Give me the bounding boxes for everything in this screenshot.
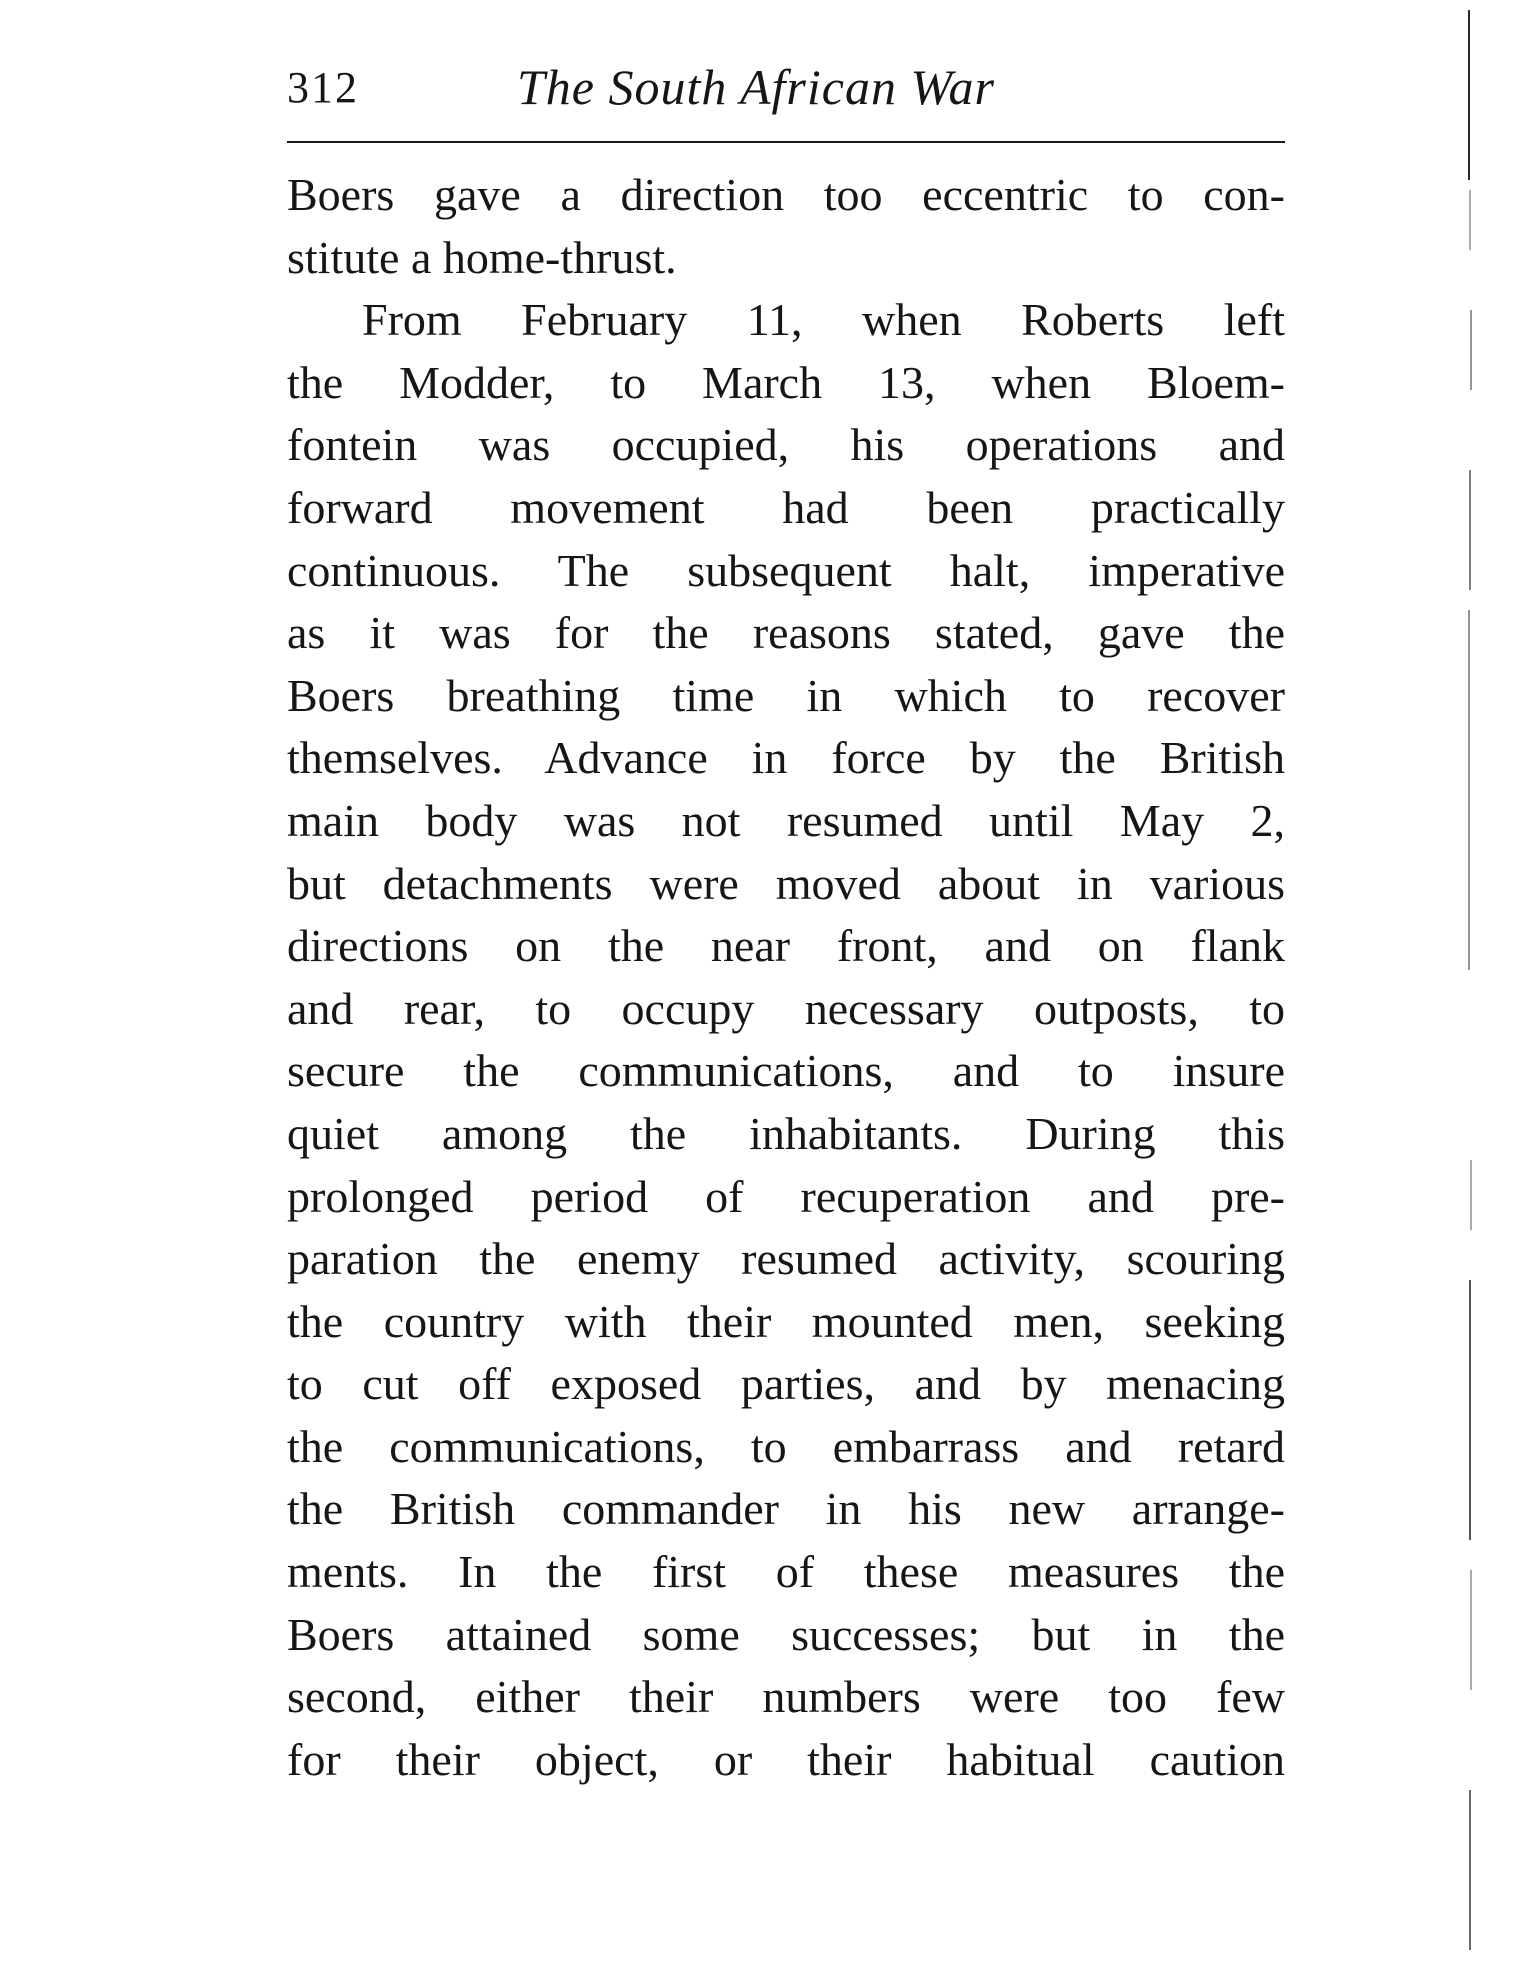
text-line: for their object, or their habitual caution (287, 1733, 1285, 1785)
text-line: From February 11, when Roberts left (362, 294, 1285, 346)
text-line: forward movement had been practically (287, 481, 1285, 533)
text-line: Boers gave a direction too eccentric to con- (287, 169, 1285, 220)
text-line: the communications, to embarrass and retard (287, 1420, 1285, 1472)
scan-edge-shadow (1468, 10, 1508, 1970)
text-line: and rear, to occupy necessary outposts, to (287, 982, 1285, 1034)
text-line: prolonged period of recuperation and pre- (287, 1170, 1285, 1222)
text-line: main body was not resumed until May 2, (287, 794, 1285, 846)
running-header (287, 58, 1285, 128)
running-title: The South African War (517, 59, 995, 115)
text-line: second, either their numbers were too few (287, 1671, 1285, 1723)
text-line: but detachments were moved about in various (287, 857, 1285, 909)
text-line: the Modder, to March 13, when Bloem- (287, 356, 1285, 408)
page-number: 312 (287, 63, 359, 112)
text-line: quiet among the inhabitants. During this (287, 1107, 1285, 1159)
text-line: the British commander in his new arrange- (287, 1483, 1285, 1535)
text-line: fontein was occupied, his operations and (287, 419, 1285, 471)
text-line: to cut off exposed parties, and by menacing (287, 1358, 1285, 1410)
header-rule (287, 141, 1285, 143)
text-line: Boers attained some successes; but in the (287, 1608, 1285, 1660)
text-line: as it was for the reasons stated, gave the (287, 607, 1285, 659)
text-line: continuous. The subsequent halt, imperative (287, 544, 1285, 596)
text-line: ments. In the first of these measures the (287, 1546, 1285, 1598)
text-line: stitute a home-thrust. (287, 231, 677, 283)
text-line: Boers breathing time in which to recover (287, 669, 1285, 721)
body-text (287, 164, 1285, 1791)
text-line: secure the communications, and to insure (287, 1045, 1285, 1097)
text-line: themselves. Advance in force by the British (287, 732, 1285, 784)
text-line: directions on the near front, and on flank (287, 920, 1285, 972)
text-line: paration the enemy resumed activity, scouring (287, 1233, 1285, 1285)
text-line: the country with their mounted men, seeking (287, 1295, 1285, 1347)
